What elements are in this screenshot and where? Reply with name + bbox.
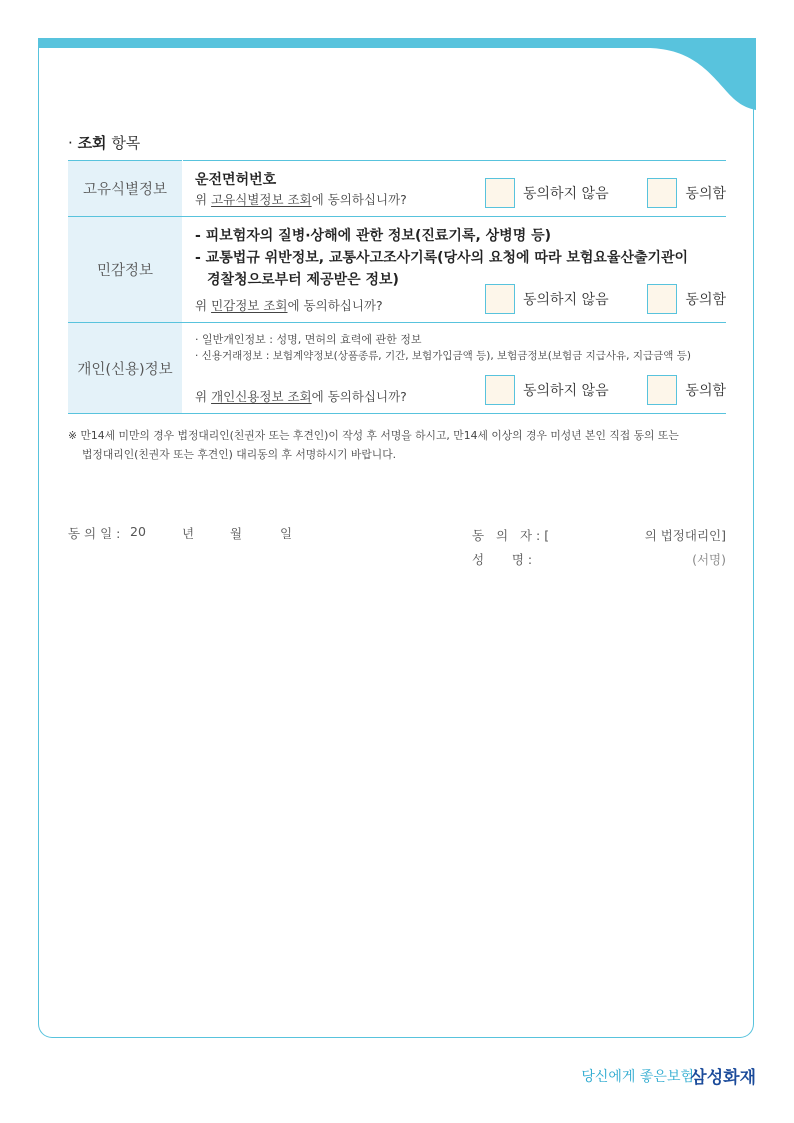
agree-option[interactable]: 동의함 bbox=[647, 375, 726, 405]
name-label: 성 명 : bbox=[472, 552, 533, 567]
item-text: - 피보험자의 질병·상해에 관한 정보(진료기록, 상병명 등) bbox=[195, 228, 552, 244]
decline-checkbox[interactable] bbox=[485, 284, 515, 314]
header-band bbox=[38, 38, 756, 110]
month-label: 월 bbox=[230, 526, 243, 541]
footer-slogan: 당신에게 좋은보험 bbox=[581, 1069, 694, 1085]
decline-option[interactable]: 동의하지 않음 bbox=[485, 178, 609, 208]
table-row bbox=[68, 323, 726, 414]
day-label: 일 bbox=[280, 526, 293, 541]
consent-table bbox=[68, 160, 726, 414]
agree-checkbox[interactable] bbox=[647, 375, 677, 405]
agree-checkbox[interactable] bbox=[647, 178, 677, 208]
table-row bbox=[68, 217, 726, 323]
agree-checkbox[interactable] bbox=[647, 284, 677, 314]
row-label: 고유식별정보 bbox=[68, 161, 183, 217]
decline-option[interactable]: 동의하지 않음 bbox=[485, 284, 609, 314]
consenter-label: 동 의 자 : [ bbox=[472, 528, 550, 543]
consent-question: 위 개인신용정보 조회에 동의하십니까? bbox=[195, 389, 407, 404]
legal-rep-label: 의 법정대리인] bbox=[644, 528, 726, 543]
date-label: 동 의 일 : bbox=[68, 526, 121, 541]
brand-logo: 삼성화재 bbox=[690, 1068, 756, 1088]
year-label: 년 bbox=[182, 526, 195, 541]
signature-block bbox=[472, 526, 726, 574]
item-text: - 교통법규 위반정보, 교통사고조사기록(당사의 요청에 따라 보험요율산출기관이 bbox=[195, 250, 689, 266]
row-label: 민감정보 bbox=[68, 217, 183, 323]
decline-checkbox[interactable] bbox=[485, 375, 515, 405]
agree-option[interactable]: 동의함 bbox=[647, 178, 726, 208]
minor-consent-note: ※ 만14세 미만의 경우 법정대리인(친권자 또는 후견인)이 작성 후 서명을 하시고, 만14세 이상의 경우 미성년 본인 직접 동의 또는 법정대리인(친권자 또는 후견인) 대리동의 후 서명하시기 바랍니다. bbox=[68, 429, 679, 461]
row-label: 개인(신용)정보 bbox=[68, 323, 183, 414]
consent-question: 위 고유식별정보 조회에 동의하십니까? bbox=[195, 192, 407, 207]
section-title: · 조회 항목 bbox=[68, 134, 141, 152]
decline-option[interactable]: 동의하지 않음 bbox=[485, 375, 609, 405]
item-text: 경찰청으로부터 제공받은 정보) bbox=[207, 272, 399, 288]
decline-checkbox[interactable] bbox=[485, 178, 515, 208]
table-row bbox=[68, 161, 726, 217]
item-text: · 일반개인정보 : 성명, 면허의 효력에 관한 정보 bbox=[195, 333, 422, 346]
sign-hint: (서명) bbox=[692, 552, 726, 567]
item-text: 운전면허번호 bbox=[195, 172, 277, 188]
consent-question: 위 민감정보 조회에 동의하십니까? bbox=[195, 298, 383, 313]
agree-option[interactable]: 동의함 bbox=[647, 284, 726, 314]
item-text: · 신용거래정보 : 보험계약정보(상품종류, 기간, 보험가입금액 등), 보험금정보(보험금 지급사유, 지급금액 등) bbox=[195, 350, 691, 362]
year-prefix: 20 bbox=[130, 524, 146, 539]
